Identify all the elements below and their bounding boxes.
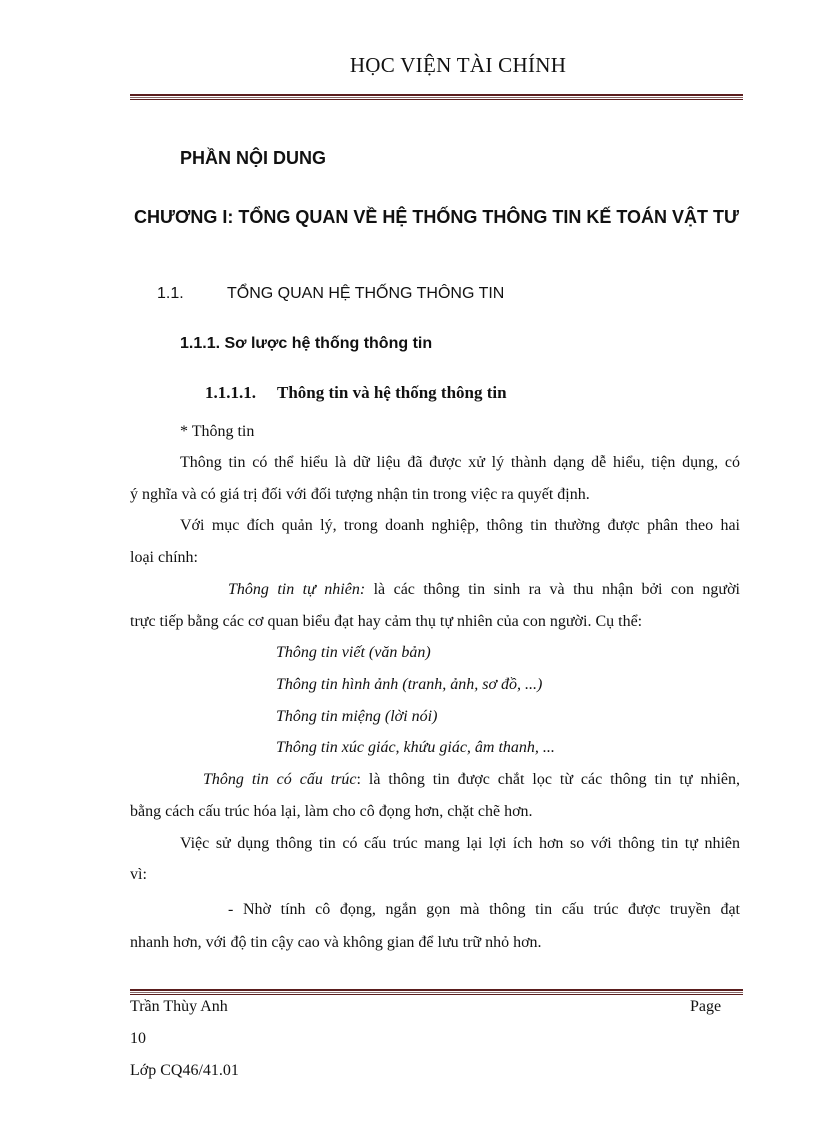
list-item: Thông tin viết (văn bản) (276, 644, 431, 661)
header-divider (130, 94, 743, 100)
section-number: 1.1.1.1. (205, 383, 256, 402)
paragraph-line: loại chính: (130, 549, 198, 566)
paragraph-line: Thông tin có thể hiểu là dữ liệu đã được xử lý thành dạng dễ hiểu, tiện dụng, có (180, 454, 740, 471)
paragraph-line: nhanh hơn, với độ tin cậy cao và không gian để lưu trữ nhỏ hơn. (130, 934, 542, 951)
section-1-1-1-1-heading (205, 383, 507, 403)
paragraph-line: Việc sử dụng thông tin có cấu trúc mang lại lợi ích hơn so với thông tin tự nhiên (180, 835, 740, 852)
footer-class: Lớp CQ46/41.01 (130, 1062, 239, 1079)
section-1-1-1-heading: 1.1.1. Sơ lược hệ thống thông tin (180, 335, 433, 352)
footer-page-number: 10 (130, 1030, 146, 1047)
footer-author: Trần Thùy Anh (130, 998, 228, 1015)
paragraph-line: ý nghĩa và có giá trị đối với đối tượng nhận tin trong việc ra quyết định. (130, 486, 590, 503)
term-definition: : là thông tin được chắt lọc từ các thông tin tự nhiên, (356, 771, 740, 788)
term-natural: Thông tin tự nhiên: (228, 581, 366, 598)
paragraph-line: trực tiếp bằng các cơ quan biểu đạt hay cảm thụ tự nhiên của con người. Cụ thể: (130, 613, 643, 630)
chapter-title: CHƯƠNG I: TỔNG QUAN VỀ HỆ THỐNG THÔNG TIN KẾ TOÁN VẬT TƯ (134, 207, 739, 227)
header-title: HỌC VIỆN TÀI CHÍNH (349, 53, 567, 77)
list-item: Thông tin hình ảnh (tranh, ảnh, sơ đồ, ...) (276, 676, 543, 693)
paragraph-line: Với mục đích quản lý, trong doanh nghiệp, thông tin thường được phân theo hai (180, 517, 740, 534)
paragraph-line (203, 764, 740, 795)
paragraph-line: - Nhờ tính cô đọng, ngắn gọn mà thông tin cấu trúc được truyền đạt (228, 901, 740, 918)
paragraph-line: bằng cách cấu trúc hóa lại, làm cho cô đọng hơn, chặt chẽ hơn. (130, 803, 533, 820)
bullet-label: * Thông tin (180, 423, 255, 440)
part-title: PHẦN NỘI DUNG (180, 148, 327, 168)
term-structured: Thông tin có cấu trúc (203, 771, 357, 788)
section-title: TỔNG QUAN HỆ THỐNG THÔNG TIN (227, 285, 505, 302)
paragraph-line (228, 574, 740, 605)
term-definition: là các thông tin sinh ra và thu nhận bởi con người (365, 581, 740, 598)
section-1-1-heading (157, 285, 504, 303)
list-item: Thông tin xúc giác, khứu giác, âm thanh, ... (276, 739, 555, 756)
section-title: Thông tin và hệ thống thông tin (277, 383, 507, 402)
section-number: 1.1. (157, 285, 184, 302)
footer-page-label: Page (690, 998, 722, 1015)
footer-divider (130, 989, 743, 995)
paragraph-line: vì: (130, 866, 147, 883)
list-item: Thông tin miệng (lời nói) (276, 708, 438, 725)
